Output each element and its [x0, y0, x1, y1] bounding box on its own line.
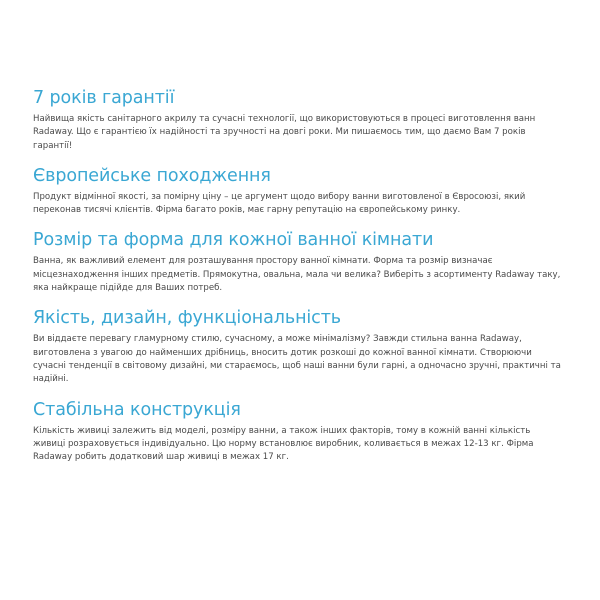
- section-text: Продукт відмінної якості, за помірну ціну – це аргумент щодо вибору ванни виготовленої в Євросоюзі, який переконав тисячі клієнтів. Фірма багато років, має гарну репутацію на європейському ринку.: [33, 191, 526, 216]
- article-content: [33, 87, 563, 476]
- section-heading: 7 років гарантії: [33, 88, 175, 108]
- section-heading: Розмір та форма для кожної ванної кімнати: [33, 230, 434, 251]
- section-warranty: [33, 87, 563, 153]
- section-text: Ви віддаєте перевагу гламурному стилю, сучасному, а може мінімалізму? Завжди стильна ванна Radaway, виготовлена з увагою до найменших дрібниць, вносить дотик розкоші до кожної ванної кімнати. Створюючи сучасні тенденції в світовому дизайні, ми стараємось, щоб наші ванни були гарні, а одночасно зручні, практичні та надійні.: [33, 334, 561, 385]
- section-size-and-shape: [33, 229, 563, 295]
- section-text: Найвища якість санітарного акрилу та сучасні технології, що використовуються в процесі виготовлення ванн Radaway. Що є гарантією їх надійності та зручності на довгі роки. Ми пишаємось тим, що даємо Вам 7 років гарантії!: [33, 114, 536, 151]
- section-european-origin: [33, 165, 563, 218]
- section-heading: Європейське походження: [33, 165, 271, 186]
- section-text: Ванна, як важливий елемент для розташування простору ванної кімнати. Форма та розмір визначає місцезнаходження інших предметів. Прямокутна, овальна, мала чи велика? Виберіть з асортименту Radaway таку, яка найкраще підійде для Ваших потреб.: [33, 256, 561, 294]
- section-heading: Якість, дизайн, функціональність: [33, 308, 341, 329]
- section-stable-construction: [33, 399, 563, 465]
- section-text: Кількість живиці залежить від моделі, розміру ванни, а також інших факторів, тому в кожній ванні кількість живиці розраховується індивідуально. Цю норму встановлює виробник, коливається в межах 12-13 кг. Фірма Radaway робить додатковий шар живиці в межах 17 кг.: [33, 425, 534, 463]
- section-heading: Стабільна конструкція: [33, 399, 241, 420]
- section-quality-design: [33, 307, 563, 386]
